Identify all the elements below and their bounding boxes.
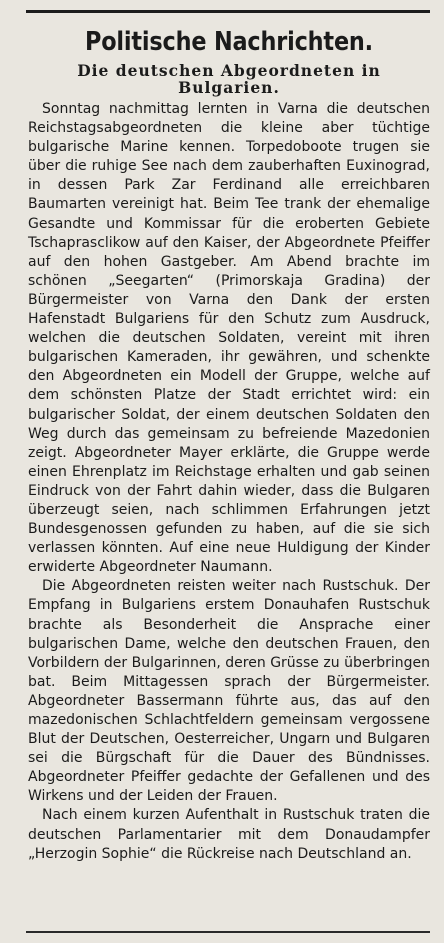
paragraph: Die Abgeordneten reisten weiter nach Rustschuk. Der Empfang in Bulgariens erstem Donauhafen Rustschuk brachte als Besonderheit die Ansprache einer bulgarischen Dame, welche den deutschen Frauen, den Vorbildern der Bulgarinnen, deren Grüsse zu überbringen bat. Beim Mittagessen sprach der Bürgermeister. Abgeordneter Bassermann führte aus, das auf den mazedonischen Schlachtfeldern gemeinsam vergossene Blut der Deutschen, Oesterreicher, Ungarn und Bulgaren sei die Bürgschaft für die Dauer des Bündnisses. Abgeordneter Pfeiffer gedachte der Gefallenen und des Wirkens und der Leiden der Frauen.: [28, 578, 430, 805]
headline: Politische Nachrichten.: [84, 27, 374, 57]
article-body: [28, 100, 430, 864]
bottom-rule: [26, 931, 430, 933]
paragraph: Nach einem kurzen Aufenthalt in Rustschuk traten die deutschen Parlamentarier mit dem Donaudampfer „Herzogin Sophie“ die Rückreise nach Deutschland an.: [28, 807, 430, 862]
subheadline: Die deutschen Abgeordneten in Bulgarien.: [77, 61, 381, 97]
paragraph: Sonntag nachmittag lernten in Varna die deutschen Reichstagsabgeordneten die kleine aber tüchtige bulgarische Marine kennen. Torpedoboote trugen sie über die ruhige See nach dem zauberhaften Euxinograd, in dessen Park Zar Ferdinand alle erreichbaren Baumarten vereinigt hat. Beim Tee trank der ehemalige Gesandte und Kommissar für die eroberten Gebiete Tschaprasclikow auf den Kaiser, der Abgeordnete Pfeiffer auf den hohen Gastgeber. Am Abend brachte im schönen „Seegarten“ (Primorskaja Gradina) der Bürgermeister von Varna den Dank der ersten Hafenstadt Bulgariens für den Schutz zum Ausdruck, welchen die deutschen Soldaten, vereint mit ihren bulgarischen Kameraden, ihr gewähren, und schenkte den Abgeordneten ein Modell der Gruppe, welche auf dem schönsten Platze der Stadt errichtet wird: ein bulgarischer Soldat, der einem deutschen Soldaten den Weg durch das gemeinsam zu befreiende Mazedonien zeigt. Abgeordneter Mayer erklärte, die Gruppe werde einen Ehrenplatz im Reichstage erhalten und gab seinen Eindruck von der Fahrt dahin wieder, dass die Bulgaren überzeugt seien, nach schlimmen Erfahrungen jetzt Bundesgenossen gefunden zu haben, auf die sie sich verlassen könnten. Auf eine neue Huldigung der Kinder erwiderte Abgeordneter Naumann.: [28, 101, 430, 576]
